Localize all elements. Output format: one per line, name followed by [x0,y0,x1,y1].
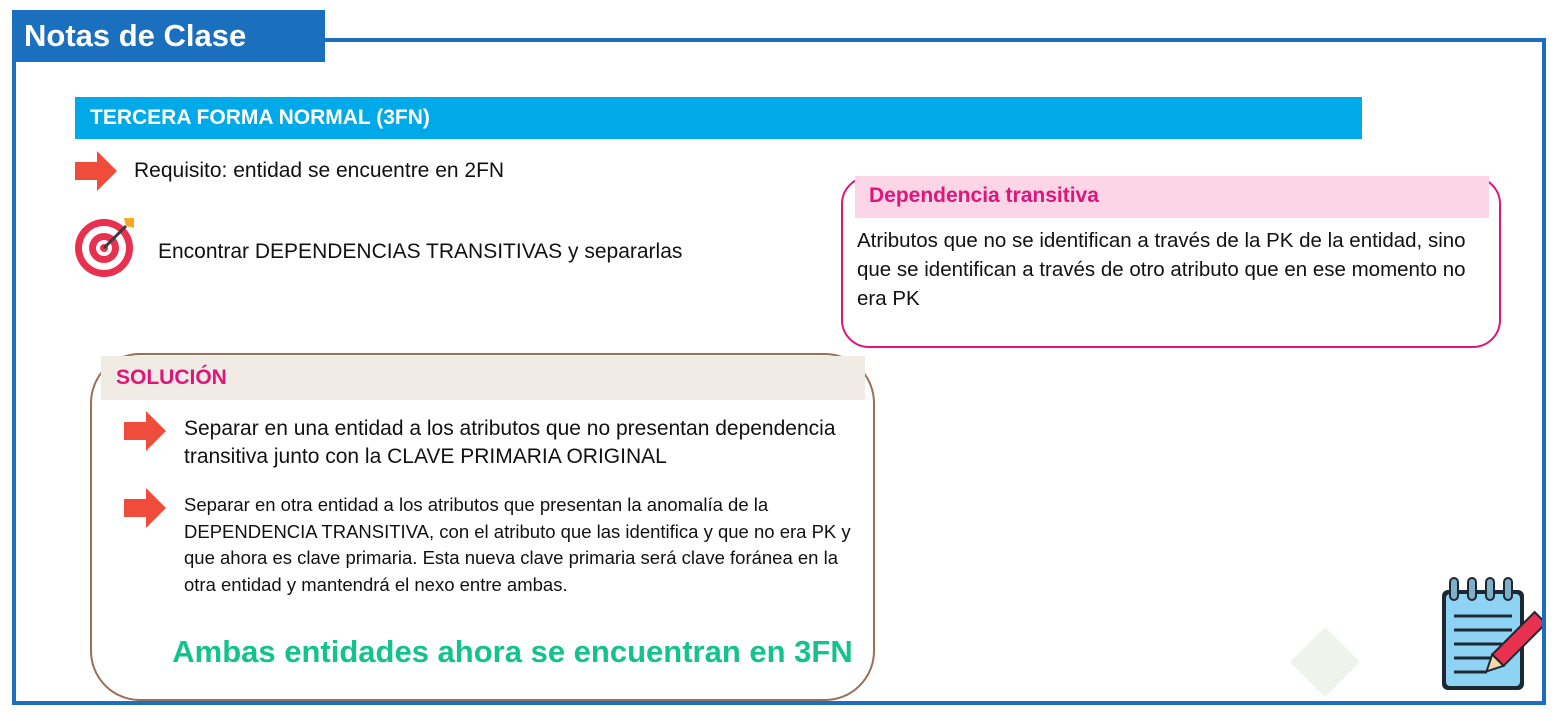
solution-conclusion: Ambas entidades ahora se encuentran en 3FN [172,634,853,669]
arrow-right-icon [124,411,166,451]
solution-title: SOLUCIÓN [101,356,865,400]
definition-body: Atributos que no se identifican a través de la PK de la entidad, sino que se identifican a través de otro atributo que en ese momento no era PK [857,229,1466,310]
definition-title: Dependencia transitiva [855,176,1489,218]
topic-title: TERCERA FORMA NORMAL (3FN) [75,97,1362,139]
solution-step-2: Separar en otra entidad a los atributos que presentan la anomalía de la DEPENDENCIA TRANSITIVA, con el atributo que las identifica y que no era PK y que ahora es clave primaria. Esta nueva clave primaria será clave foránea en la otra entidad y mantendrá el nexo entre ambas. [184,494,851,595]
solution-step-1: Separar en una entidad a los atributos que no presentan dependencia transitiva junto con la CLAVE PRIMARIA ORIGINAL [184,417,836,468]
arrow-right-icon [124,488,166,528]
notepad-pencil-icon [1432,576,1542,694]
goal-text: Encontrar DEPENDENCIAS TRANSITIVAS y separarlas [158,240,683,263]
requirement-text: Requisito: entidad se encuentre en 2FN [134,159,505,182]
arrow-right-icon [75,151,117,191]
notes-tab-title: Notas de Clase [12,10,325,62]
target-icon [74,214,138,278]
